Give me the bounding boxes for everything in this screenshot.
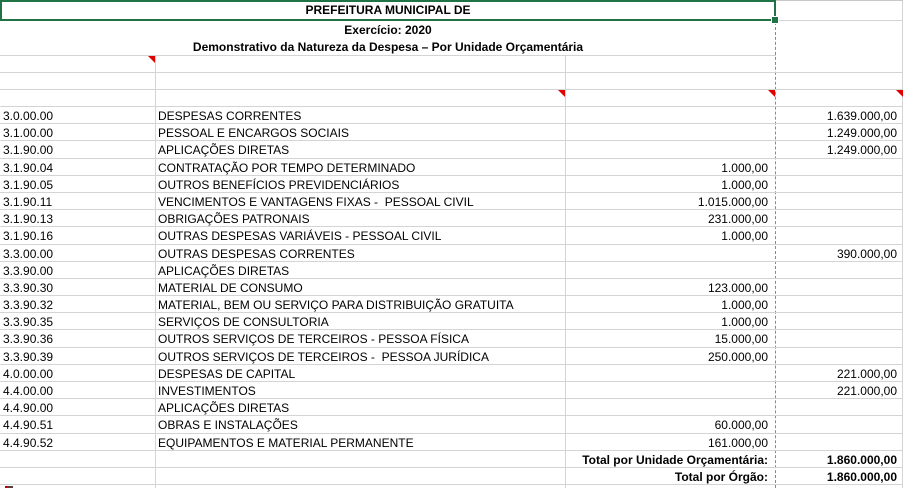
cell-desdobramento[interactable]	[565, 365, 775, 381]
cell-desdobramento[interactable]: 123.000,00	[707, 280, 768, 295]
cell-empty[interactable]	[0, 468, 155, 484]
title-row[interactable]	[0, 0, 776, 21]
cell-categoria-econ[interactable]	[775, 279, 903, 295]
cell-descricao[interactable]: OBRAS E INSTALAÇÕES	[158, 418, 298, 433]
cell-desdobramento[interactable]	[565, 262, 775, 278]
table-row	[0, 416, 903, 433]
comment-indicator-icon	[768, 90, 775, 97]
cell-categoria[interactable]: 3.0.00.00	[3, 109, 54, 123]
cell-descricao[interactable]: DESPESAS CORRENTES	[158, 109, 302, 123]
header-categoria-econ[interactable]	[775, 90, 903, 106]
table-row	[0, 348, 903, 365]
comment-indicator-icon	[148, 56, 155, 63]
table-row	[0, 365, 903, 382]
orgao-empty-cell[interactable]	[565, 56, 775, 72]
cell-desdobramento[interactable]	[565, 382, 775, 398]
table-row	[0, 176, 903, 193]
cell-categoria-econ[interactable]: 221.000,00	[836, 366, 897, 381]
unidade-empty-cell[interactable]	[565, 73, 775, 89]
cell-categoria[interactable]: 3.3.90.35	[3, 315, 54, 330]
unidade-empty-cell-2[interactable]	[775, 73, 903, 89]
unidade-value-cell[interactable]	[155, 73, 565, 89]
cell-desdobramento[interactable]: 1.000,00	[721, 177, 768, 192]
cell-descricao[interactable]: OBRIGAÇÕES PATRONAIS	[158, 212, 310, 227]
header-desdobramento[interactable]	[565, 90, 775, 106]
cell-desdobramento[interactable]: 161.000,00	[707, 435, 768, 450]
table-row	[0, 262, 903, 279]
cell-descricao[interactable]: VENCIMENTOS E VANTAGENS FIXAS - PESSOAL CIVIL	[158, 194, 474, 209]
cell-empty[interactable]	[0, 451, 155, 467]
header-descricao[interactable]	[155, 90, 565, 106]
cell-categoria[interactable]: 4.4.90.00	[3, 401, 54, 416]
cell-descricao[interactable]: OUTRAS DESPESAS CORRENTES	[158, 246, 355, 261]
cell-desdobramento[interactable]: 250.000,00	[707, 349, 768, 364]
cell-categoria[interactable]: 3.1.90.05	[3, 177, 54, 192]
cell-categoria-econ[interactable]	[775, 210, 903, 226]
cell-categoria-econ[interactable]	[775, 348, 903, 364]
orgao-label-cell[interactable]	[0, 56, 155, 72]
cell-desdobramento[interactable]: 1.000,00	[721, 160, 768, 175]
cell-desdobramento[interactable]	[565, 141, 775, 157]
cell-categoria[interactable]: 4.4.90.52	[3, 435, 54, 450]
cell-categoria-econ[interactable]	[775, 262, 903, 278]
cell-descricao[interactable]: APLICAÇÕES DIRETAS	[158, 401, 290, 416]
total-orgao-row	[0, 468, 903, 485]
table-row	[0, 382, 903, 399]
header-categoria[interactable]	[0, 90, 155, 106]
cell-categoria-econ[interactable]	[775, 176, 903, 192]
cell-categoria[interactable]: 3.3.90.30	[3, 280, 54, 295]
cell-categoria-econ[interactable]	[775, 399, 903, 415]
cell-descricao[interactable]: SERVIÇOS DE CONSULTORIA	[158, 315, 329, 330]
cell-descricao[interactable]: MATERIAL DE CONSUMO	[158, 280, 303, 295]
cell-desdobramento[interactable]: 60.000,00	[714, 418, 768, 433]
cell-categoria[interactable]: 3.3.90.39	[3, 349, 54, 364]
orgao-row	[0, 56, 903, 73]
cell-categoria[interactable]: 3.1.90.04	[3, 160, 54, 175]
table-row	[0, 107, 903, 124]
cell-descricao[interactable]: INVESTIMENTOS	[158, 384, 256, 398]
cell-desdobramento[interactable]: 1.000,00	[721, 298, 768, 313]
exercicio-row[interactable]	[0, 21, 776, 38]
comment-indicator-icon	[558, 90, 565, 97]
table-row	[0, 434, 903, 451]
cell-desdobramento[interactable]	[565, 124, 775, 140]
total-orgao-value[interactable]: 1.860.000,00	[826, 469, 897, 484]
table-row	[0, 124, 903, 141]
table-row	[0, 279, 903, 296]
orgao-value-cell[interactable]	[155, 56, 565, 72]
cell-categoria-econ[interactable]: 1.249.000,00	[826, 126, 897, 141]
cell-categoria-econ[interactable]	[775, 227, 903, 243]
cell-desdobramento[interactable]	[565, 245, 775, 261]
table-row	[0, 141, 903, 158]
total-unidade-value[interactable]: 1.860.000,00	[826, 452, 897, 467]
cell-descricao[interactable]: CONTRATAÇÃO POR TEMPO DETERMINADO	[158, 160, 416, 175]
demonstrativo-row[interactable]	[0, 38, 776, 56]
report-title: PREFEITURA MUNICIPAL DE	[305, 3, 471, 17]
cell-descricao[interactable]: OUTROS BENEFÍCIOS PREVIDENCIÁRIOS	[158, 177, 400, 192]
cell-categoria[interactable]: 3.1.00.00	[3, 126, 54, 141]
cell-desdobramento[interactable]: 1.000,00	[721, 229, 768, 244]
unidade-row	[0, 73, 903, 90]
demonstrativo-label: Demonstrativo da Natureza da Despesa – Por Unidade Orçamentária	[192, 40, 584, 54]
table-row	[0, 159, 903, 176]
column-header-row	[0, 90, 903, 107]
cell-categoria-econ[interactable]	[775, 330, 903, 346]
gridline-top-right	[776, 0, 903, 1]
gridline-row1-right	[776, 20, 903, 21]
cell-desdobramento[interactable]: 15.000,00	[714, 332, 768, 347]
table-row	[0, 399, 903, 416]
cell-categoria-econ[interactable]: 1.639.000,00	[826, 109, 897, 123]
cell-descricao[interactable]: OUTROS SERVIÇOS DE TERCEIROS - PESSOA FÍSICA	[158, 332, 469, 347]
cell-desdobramento[interactable]: 231.000,00	[707, 212, 768, 227]
total-unidade-label[interactable]: Total por Unidade Orçamentária:	[582, 452, 768, 467]
cell-desdobramento[interactable]: 1.015.000,00	[697, 194, 768, 209]
cell-categoria[interactable]: 3.3.90.36	[3, 332, 54, 347]
cell-categoria-econ[interactable]	[775, 296, 903, 312]
cell-categoria[interactable]: 3.1.90.13	[3, 212, 54, 227]
table-row	[0, 296, 903, 313]
cell-categoria[interactable]: 4.4.00.00	[3, 384, 54, 398]
total-unidade-row	[0, 451, 903, 468]
cell-descricao[interactable]: MATERIAL, BEM OU SERVIÇO PARA DISTRIBUIÇÃO GRATUITA	[158, 298, 514, 313]
cell-categoria-econ[interactable]	[775, 416, 903, 432]
cell-descricao[interactable]: OUTRAS DESPESAS VARIÁVEIS - PESSOAL CIVIL	[158, 229, 442, 244]
cell-categoria[interactable]: 3.3.00.00	[3, 246, 54, 261]
cell-empty[interactable]	[155, 468, 565, 484]
cell-categoria-econ[interactable]	[775, 313, 903, 329]
cell-categoria[interactable]: 4.4.90.51	[3, 418, 54, 433]
cell-categoria[interactable]: 3.3.90.32	[3, 298, 54, 313]
cell-categoria-econ[interactable]: 390.000,00	[836, 246, 897, 261]
cell-desdobramento[interactable]	[565, 399, 775, 415]
table-row	[0, 227, 903, 244]
cell-categoria-econ[interactable]: 1.249.000,00	[826, 143, 897, 158]
cell-categoria-econ[interactable]: 221.000,00	[836, 384, 897, 398]
cell-descricao[interactable]: APLICAÇÕES DIRETAS	[158, 143, 290, 158]
cell-categoria[interactable]: 3.1.90.11	[3, 194, 53, 209]
cell-desdobramento[interactable]: 1.000,00	[721, 315, 768, 330]
cell-empty[interactable]	[155, 451, 565, 467]
orgao-empty-cell-2[interactable]	[775, 56, 903, 72]
total-orgao-label[interactable]: Total por Órgão:	[674, 469, 768, 484]
cell-desdobramento[interactable]	[565, 107, 775, 123]
table-row	[0, 245, 903, 262]
comment-indicator-icon	[896, 90, 903, 97]
cell-categoria-econ[interactable]	[775, 159, 903, 175]
cell-descricao[interactable]: DESPESAS DE CAPITAL	[158, 366, 296, 381]
exercicio-label: Exercício: 2020	[344, 23, 432, 37]
cell-descricao[interactable]: APLICAÇÕES DIRETAS	[158, 263, 290, 278]
cell-categoria-econ[interactable]	[775, 193, 903, 209]
cell-categoria-econ[interactable]	[775, 434, 903, 450]
data-rows	[0, 107, 903, 485]
unidade-label-cell[interactable]	[0, 73, 155, 89]
cell-categoria[interactable]: 3.3.90.00	[3, 263, 54, 278]
cell-categoria[interactable]: 4.0.00.00	[3, 366, 54, 381]
cell-categoria[interactable]: 3.1.90.16	[3, 229, 54, 244]
table-row	[0, 330, 903, 347]
table-row	[0, 210, 903, 227]
table-row	[0, 313, 903, 330]
cell-categoria[interactable]: 3.1.90.00	[3, 143, 54, 158]
cell-descricao[interactable]: OUTROS SERVIÇOS DE TERCEIROS - PESSOA JURÍDICA	[158, 349, 489, 364]
cell-descricao[interactable]: EQUIPAMENTOS E MATERIAL PERMANENTE	[158, 435, 414, 450]
cell-descricao[interactable]: PESSOAL E ENCARGOS SOCIAIS	[158, 126, 349, 141]
table-row	[0, 193, 903, 210]
